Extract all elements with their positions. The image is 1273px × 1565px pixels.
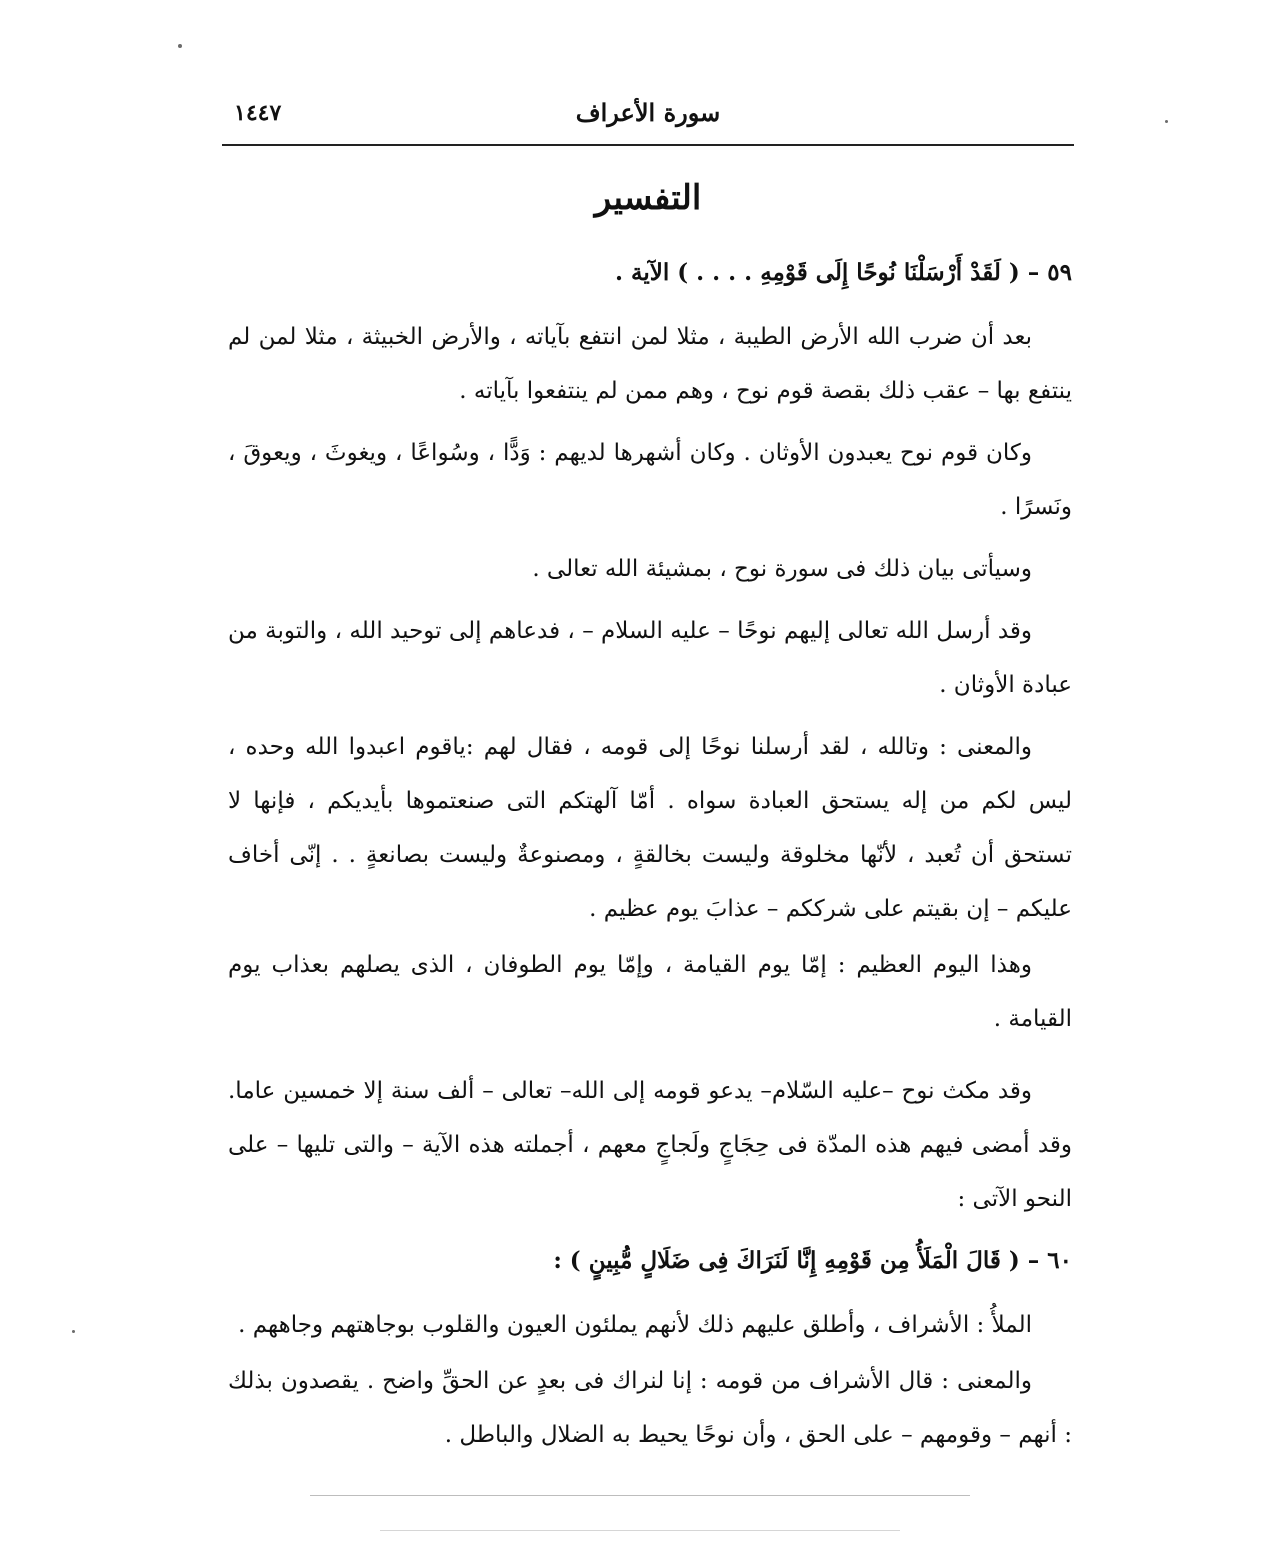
paragraph-surah-nuh-note: وسيأتى بيان ذلك فى سورة نوح ، بمشيئة الله تعالى . [532, 556, 1032, 582]
paragraph-sending-nuh: وقد أرسل الله تعالى إليهم نوحًا – عليه السلام – ، فدعاهم إلى توحيد الله ، والتوبة من عبادة الأوثان . [228, 618, 1072, 698]
surah-title: سورة الأعراف [575, 98, 721, 127]
section-title: التفسير [594, 178, 702, 218]
scan-speck [1165, 120, 1168, 123]
verse-59-heading: ٥٩ – ( لَقَدْ أَرْسَلْنَا نُوحًا إِلَى قَوْمِهِ . . . . ) الآية . [614, 259, 1072, 286]
paragraph-meaning-60: والمعنى : قال الأشراف من قومه : إنا لنراك فى بعدٍ عن الحقِّ واضح . يقصدون بذلك : أنهم – وقومهم – على الحق ، وأن نوحًا يحيط به الضلال والباطل . [228, 1368, 1072, 1448]
verse-60-heading: ٦٠ – ( قَالَ الْمَلَأُ مِن قَوْمِهِ إِنَّا لَنَرَاكَ فِى ضَلَالٍ مُّبِينٍ ) : [553, 1247, 1072, 1274]
paragraph-great-day: وهذا اليوم العظيم : إمّا يوم القيامة ، وإمّا يوم الطوفان ، الذى يصلهم بعذاب يوم القيامة . [228, 952, 1072, 1032]
paragraph-mala-definition: الملأُ : الأشراف ، وأطلق عليهم ذلك لأنهم يملئون العيون والقلوب بوجاهتهم وجاههم . [238, 1312, 1032, 1338]
scan-edge-line-faint [380, 1530, 900, 1531]
body-text [228, 246, 1072, 1470]
scan-speck [178, 44, 182, 48]
header-divider [222, 144, 1074, 146]
page-number: ١٤٤٧ [234, 100, 282, 126]
page-header [222, 96, 1074, 140]
paragraph-meaning-59: والمعنى : وتالله ، لقد أرسلنا نوحًا إلى قومه ، فقال لهم :ياقوم اعبدوا الله وحده ، ليس لكم من إله يستحق العبادة سواه . أمّا آلهتكم التى صنعتموها بأيديكم ، فإنها لا تستحق أن تُعبد ، لأنّها مخلوقة وليست بخالقةٍ ، ومصنوعةٌ وليست بصانعةٍ . . إنّى أخاف عليكم – إن بقيتم على شرككم – عذابَ يوم عظيم . [228, 734, 1072, 922]
scan-edge-line [310, 1495, 970, 1496]
paragraph-duration: وقد مكث نوح –عليه السّلام– يدعو قومه إلى الله– تعالى – ألف سنة إلا خمسين عاما. وقد أمضى فيهم هذه المدّة فى حِجَاجٍ ولَجاجٍ معهم ، أجملته هذه الآية – والتى تليها – على النحو الآتى : [228, 1078, 1072, 1212]
paragraph-parables: بعد أن ضرب الله الأرض الطيبة ، مثلا لمن انتفع بآياته ، والأرض الخبيثة ، مثلا لمن لم ينتفع بها – عقب ذلك بقصة قوم نوح ، وهم ممن لم ينتفعوا بآياته . [228, 324, 1072, 404]
scan-speck [72, 1330, 75, 1333]
paragraph-idols: وكان قوم نوح يعبدون الأوثان . وكان أشهرها لديهم : وَدًّا ، وسُواعًا ، ويغوثَ ، ويعوقَ ، ونَسرًا . [228, 440, 1072, 520]
